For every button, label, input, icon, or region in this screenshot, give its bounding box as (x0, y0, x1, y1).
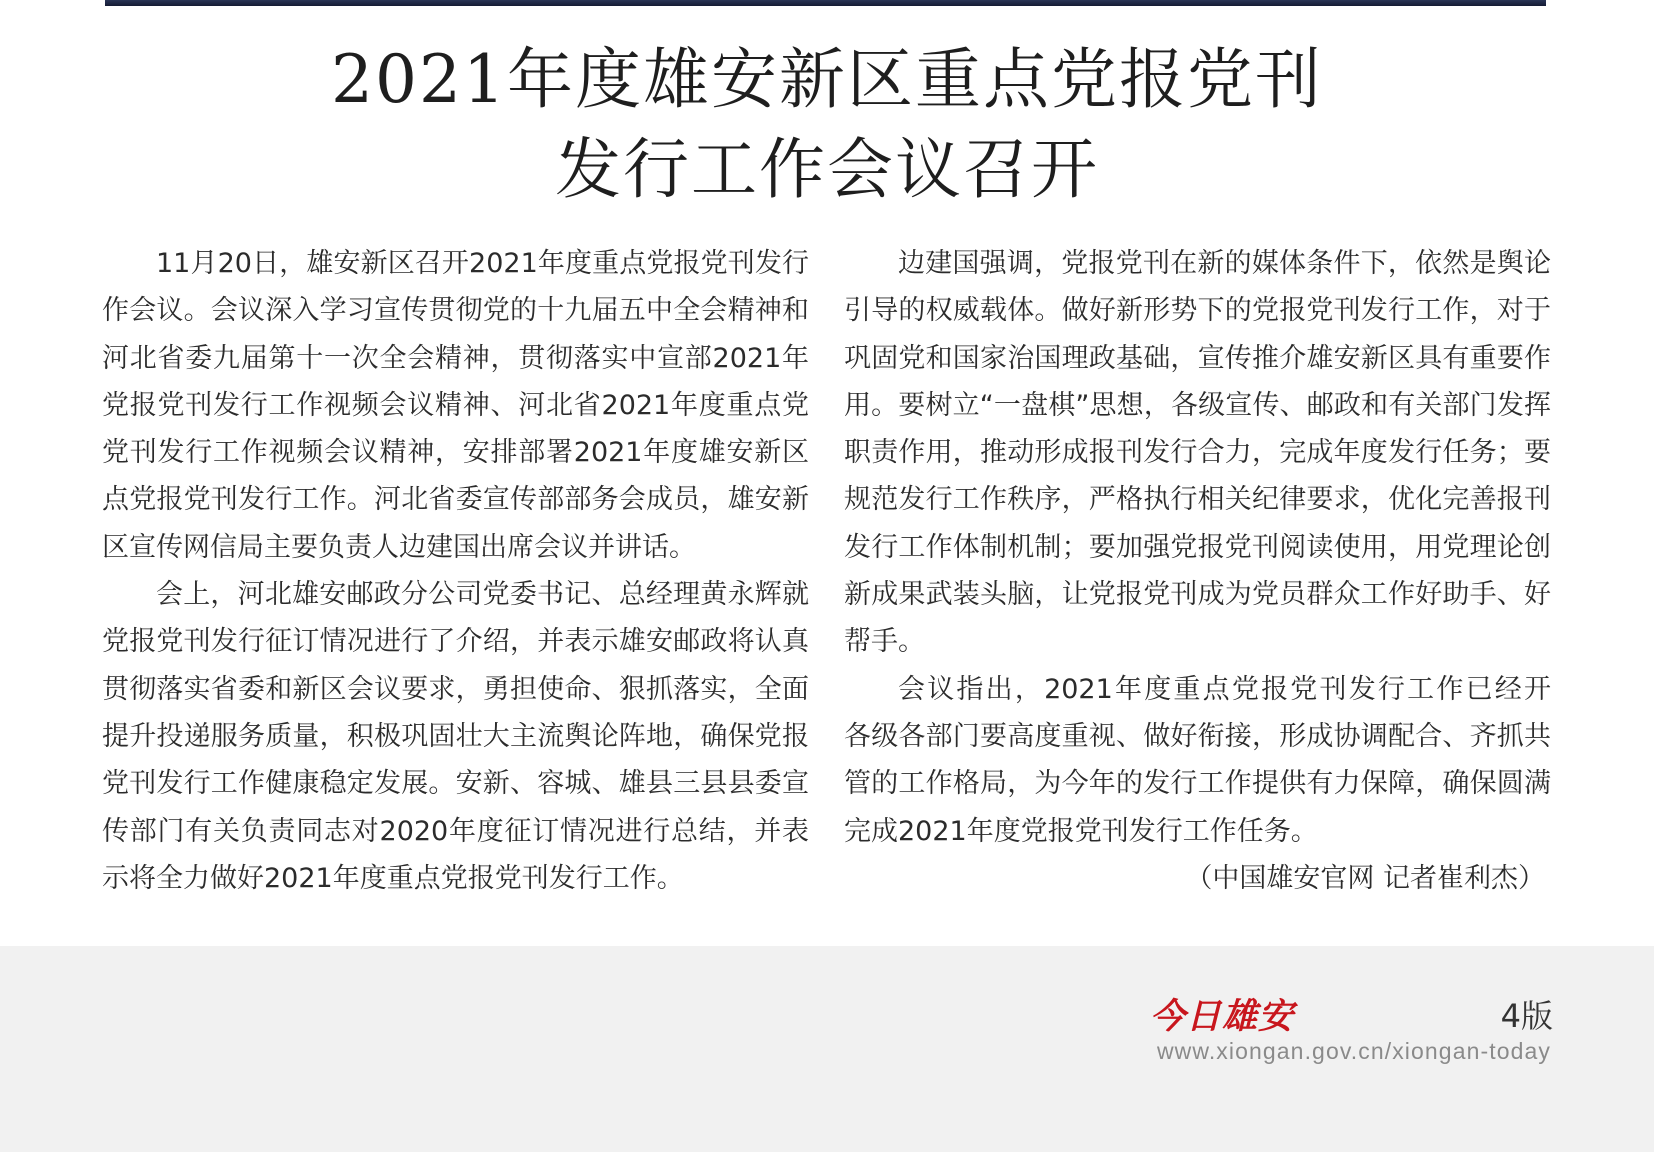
title-line-2: 发行工作会议召开 (555, 131, 1099, 208)
left-column (102, 240, 809, 902)
article-line: 职责作用，推动形成报刊发行合力，完成年度发行任务；要 (844, 437, 1551, 469)
site-url: www.xiongan.gov.cn/xiongan-today (1156, 1038, 1551, 1064)
article-line: 帮手。 (844, 626, 925, 658)
article-line: 作会议。会议深入学习宣传贯彻党的十九届五中全会精神和 (102, 295, 809, 327)
article-line: 发行工作体制机制；要加强党报党刊阅读使用，用党理论创 (844, 531, 1551, 563)
article-line: 规范发行工作秩序，严格执行相关纪律要求，优化完善报刊 (844, 484, 1551, 516)
article-line: 边建国强调，党报党刊在新的媒体条件下，依然是舆论 (898, 248, 1551, 279)
article-paragraph (102, 571, 809, 902)
article-line: 党刊发行工作健康稳定发展。安新、容城、雄县三县县委宣 (102, 768, 809, 800)
article-line: 巩固党和国家治国理政基础，宣传推介雄安新区具有重要作 (844, 342, 1551, 374)
article-line: 会议指出，2021年度重点党报党刊发行工作已经开 (898, 673, 1551, 705)
article-line: 传部门有关负责同志对2020年度征订情况进行总结，并表 (102, 815, 809, 847)
article-line: 党报党刊发行征订情况进行了介绍，并表示雄安邮政将认真 (102, 626, 809, 658)
article-line: 管的工作格局，为今年的发行工作提供有力保障，确保圆满 (844, 768, 1551, 800)
page-footer (0, 946, 1654, 1152)
article-line: 提升投递服务质量，积极巩固壮大主流舆论阵地，确保党报 (102, 720, 809, 752)
article-paragraph (844, 240, 1551, 666)
article-line: 党报党刊发行工作视频会议精神、河北省2021年度重点党 (102, 389, 809, 421)
top-accent-bar (105, 0, 1546, 6)
article-line: 点党报党刊发行工作。河北省委宣传部部务会成员，雄安新 (102, 484, 809, 516)
article-line: 各级各部门要高度重视、做好衔接，形成协调配合、齐抓共 (844, 720, 1551, 752)
article-line: 完成2021年度党报党刊发行工作任务。 (844, 815, 1318, 847)
article-line: 新成果武装头脑，让党报党刊成为党员群众工作好助手、好 (844, 579, 1551, 611)
article-line: 区宣传网信局主要负责人边建国出席会议并讲话。 (102, 531, 696, 563)
newspaper-logo: 今日雄安 (1150, 996, 1295, 1037)
page-number-label: 4版 (1500, 997, 1553, 1035)
article-line: 会上，河北雄安邮政分公司党委书记、总经理黄永辉就 (156, 579, 809, 611)
article-line: 引导的权威载体。做好新形势下的党报党刊发行工作，对于 (844, 295, 1551, 327)
article-line: 贯彻落实省委和新区会议要求，勇担使命、狠抓落实，全面 (102, 673, 809, 705)
article-line: 党刊发行工作视频会议精神，安排部署2021年度雄安新区 (102, 437, 809, 469)
article-paragraph (844, 666, 1551, 855)
article-paragraph (102, 240, 809, 571)
article-line: 用。要树立“一盘棋”思想，各级宣传、邮政和有关部门发挥 (844, 389, 1551, 421)
article-line: 河北省委九届第十一次全会精神，贯彻落实中宣部2021年 (102, 342, 809, 374)
article-line: 示将全力做好2021年度重点党报党刊发行工作。 (102, 862, 684, 894)
title-line-1: 2021年度雄安新区重点党报党刊 (331, 41, 1323, 118)
page-title (0, 35, 1654, 215)
article-line: 11月20日，雄安新区召开2021年度重点党报党刊发行 (156, 248, 809, 279)
right-column (844, 240, 1551, 902)
article-byline: （中国雄安官网 记者崔利杰） (1185, 862, 1545, 894)
